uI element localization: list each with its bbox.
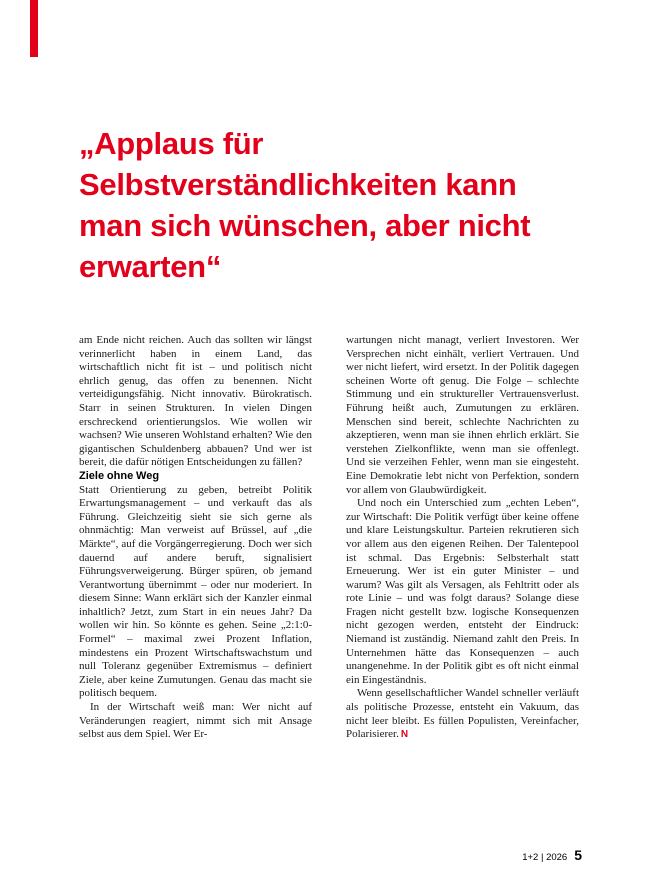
end-mark-icon: N bbox=[400, 729, 408, 741]
paragraph: wartungen nicht managt, verliert Investoren. Wer Versprechen nicht einhält, verliert Vertrauen. Und wer nicht liefert, wird ersetzt. In der Politik dagegen scheinen Worte oft genug. Die Folge – schlechte Stimmung und ein struktureller Vertrauensverlust. Führung heißt auch, Zumutungen zu erklären. Menschen sind bereit, schlechte Nachrichten zu akzeptieren, wenn man sie ihnen ehrlich erklärt. Sie verstehen Zielkonflikte, wenn man sie offenlegt. Und sie verzeihen Fehler, wenn man sie eingesteht. Eine Demokratie lebt nicht von Perfektion, sondern vor allem von Glaubwürdigkeit. bbox=[346, 334, 579, 496]
paragraph: Statt Orientierung zu geben, betreibt Politik Erwartungsmanagement – und verkauft das als Führung. Gleichzeitig sieht sie sich gerne als ohnmächtig: Man verweist auf Brüssel, auf „die Märkte“, auf die Vorgängerregierung. Doch wer sich dauernd auf andere beruft, signalisiert Führungsverweigerung. Bürger spüren, ob jemand Verantwortung übernimmt – oder nur moderiert. In diesem Sinne: Wann erklärt sich der Kanzler einmal inhaltlich? Jetzt, zum Start in ein neues Jahr? Da wollen wir hin. So könnte es gehen. Seine „2:1:0-Formel“ – maximal zwei Prozent Inflation, mindestens ein Prozent Wirtschaftswachstum und null Toleranz gegenüber Extremismus – definiert Ziele, aber keine Zumutungen. Genau das macht sie politisch bequem. bbox=[79, 483, 312, 700]
paragraph-text: Wenn gesellschaftlicher Wandel schneller verläuft als politische Prozesse, entsteht ein Vakuum, das nicht leer bleibt. Es füllen Populisten, Vereinfacher, Polarisierer. bbox=[346, 687, 579, 741]
paragraph: am Ende nicht reichen. Auch das sollten wir längst verinnerlicht haben in einem Land, das wirtschaftlich nicht fit ist – und politisch nicht ehrlich genug, das offen zu benennen. Nicht verteidigungsfähig. Nicht innovativ. Bürokratisch. Starr in seinen Strukturen. In vielen Dingen erschreckend orientierungslos. Wie wollen wir wachsen? Wie unseren Wohlstand erhalten? Wie den gigantischen Schuldenberg abbauen? Und wer ist bereit, die dafür nötigen Entscheidungen zu fällen? bbox=[79, 334, 312, 469]
paragraph bbox=[346, 687, 579, 741]
body-column-left bbox=[79, 334, 312, 742]
article-body bbox=[79, 334, 579, 742]
footer-page-number: 5 bbox=[574, 847, 582, 863]
footer-issue: 1+2 | 2026 bbox=[522, 852, 568, 863]
body-column-right bbox=[346, 334, 579, 742]
page-title: „Applaus für Selbstverständlichkeiten kann man sich wünschen, aber nicht erwarten“ bbox=[79, 125, 531, 284]
paragraph: In der Wirtschaft weiß man: Wer nicht auf Veränderungen reagiert, nimmt sich mit Ansage selbst aus dem Spiel. Wer Er- bbox=[79, 701, 312, 741]
page-footer bbox=[522, 847, 582, 863]
paragraph: Und noch ein Unterschied zum „echten Leben“, zur Wirtschaft: Die Politik verfügt über keine offene und klare Leistungskultur. Parteien rekrutieren sich vor allem aus den eigenen Reihen. Der Talentepool ist schmal. Das Ergebnis: Selbsterhalt statt Erneuerung. Wer ist ein guter Minister – und warum? Was gilt als Versagen, als Fehltritt oder als rote Linie – und was folgt daraus? Solange diese Fragen nicht gestellt bzw. logische Konsequenzen nicht gezogen werden, entsteht der Eindruck: Niemand ist zuständig. Niemand zahlt den Preis. In Unternehmen hätte das Konsequenzen – auch unangenehme. In der Politik gibt es oft nicht einmal ein Eingeständnis. bbox=[346, 497, 579, 686]
section-subhead: Ziele ohne Weg bbox=[79, 469, 160, 482]
red-accent-bar bbox=[30, 0, 38, 57]
